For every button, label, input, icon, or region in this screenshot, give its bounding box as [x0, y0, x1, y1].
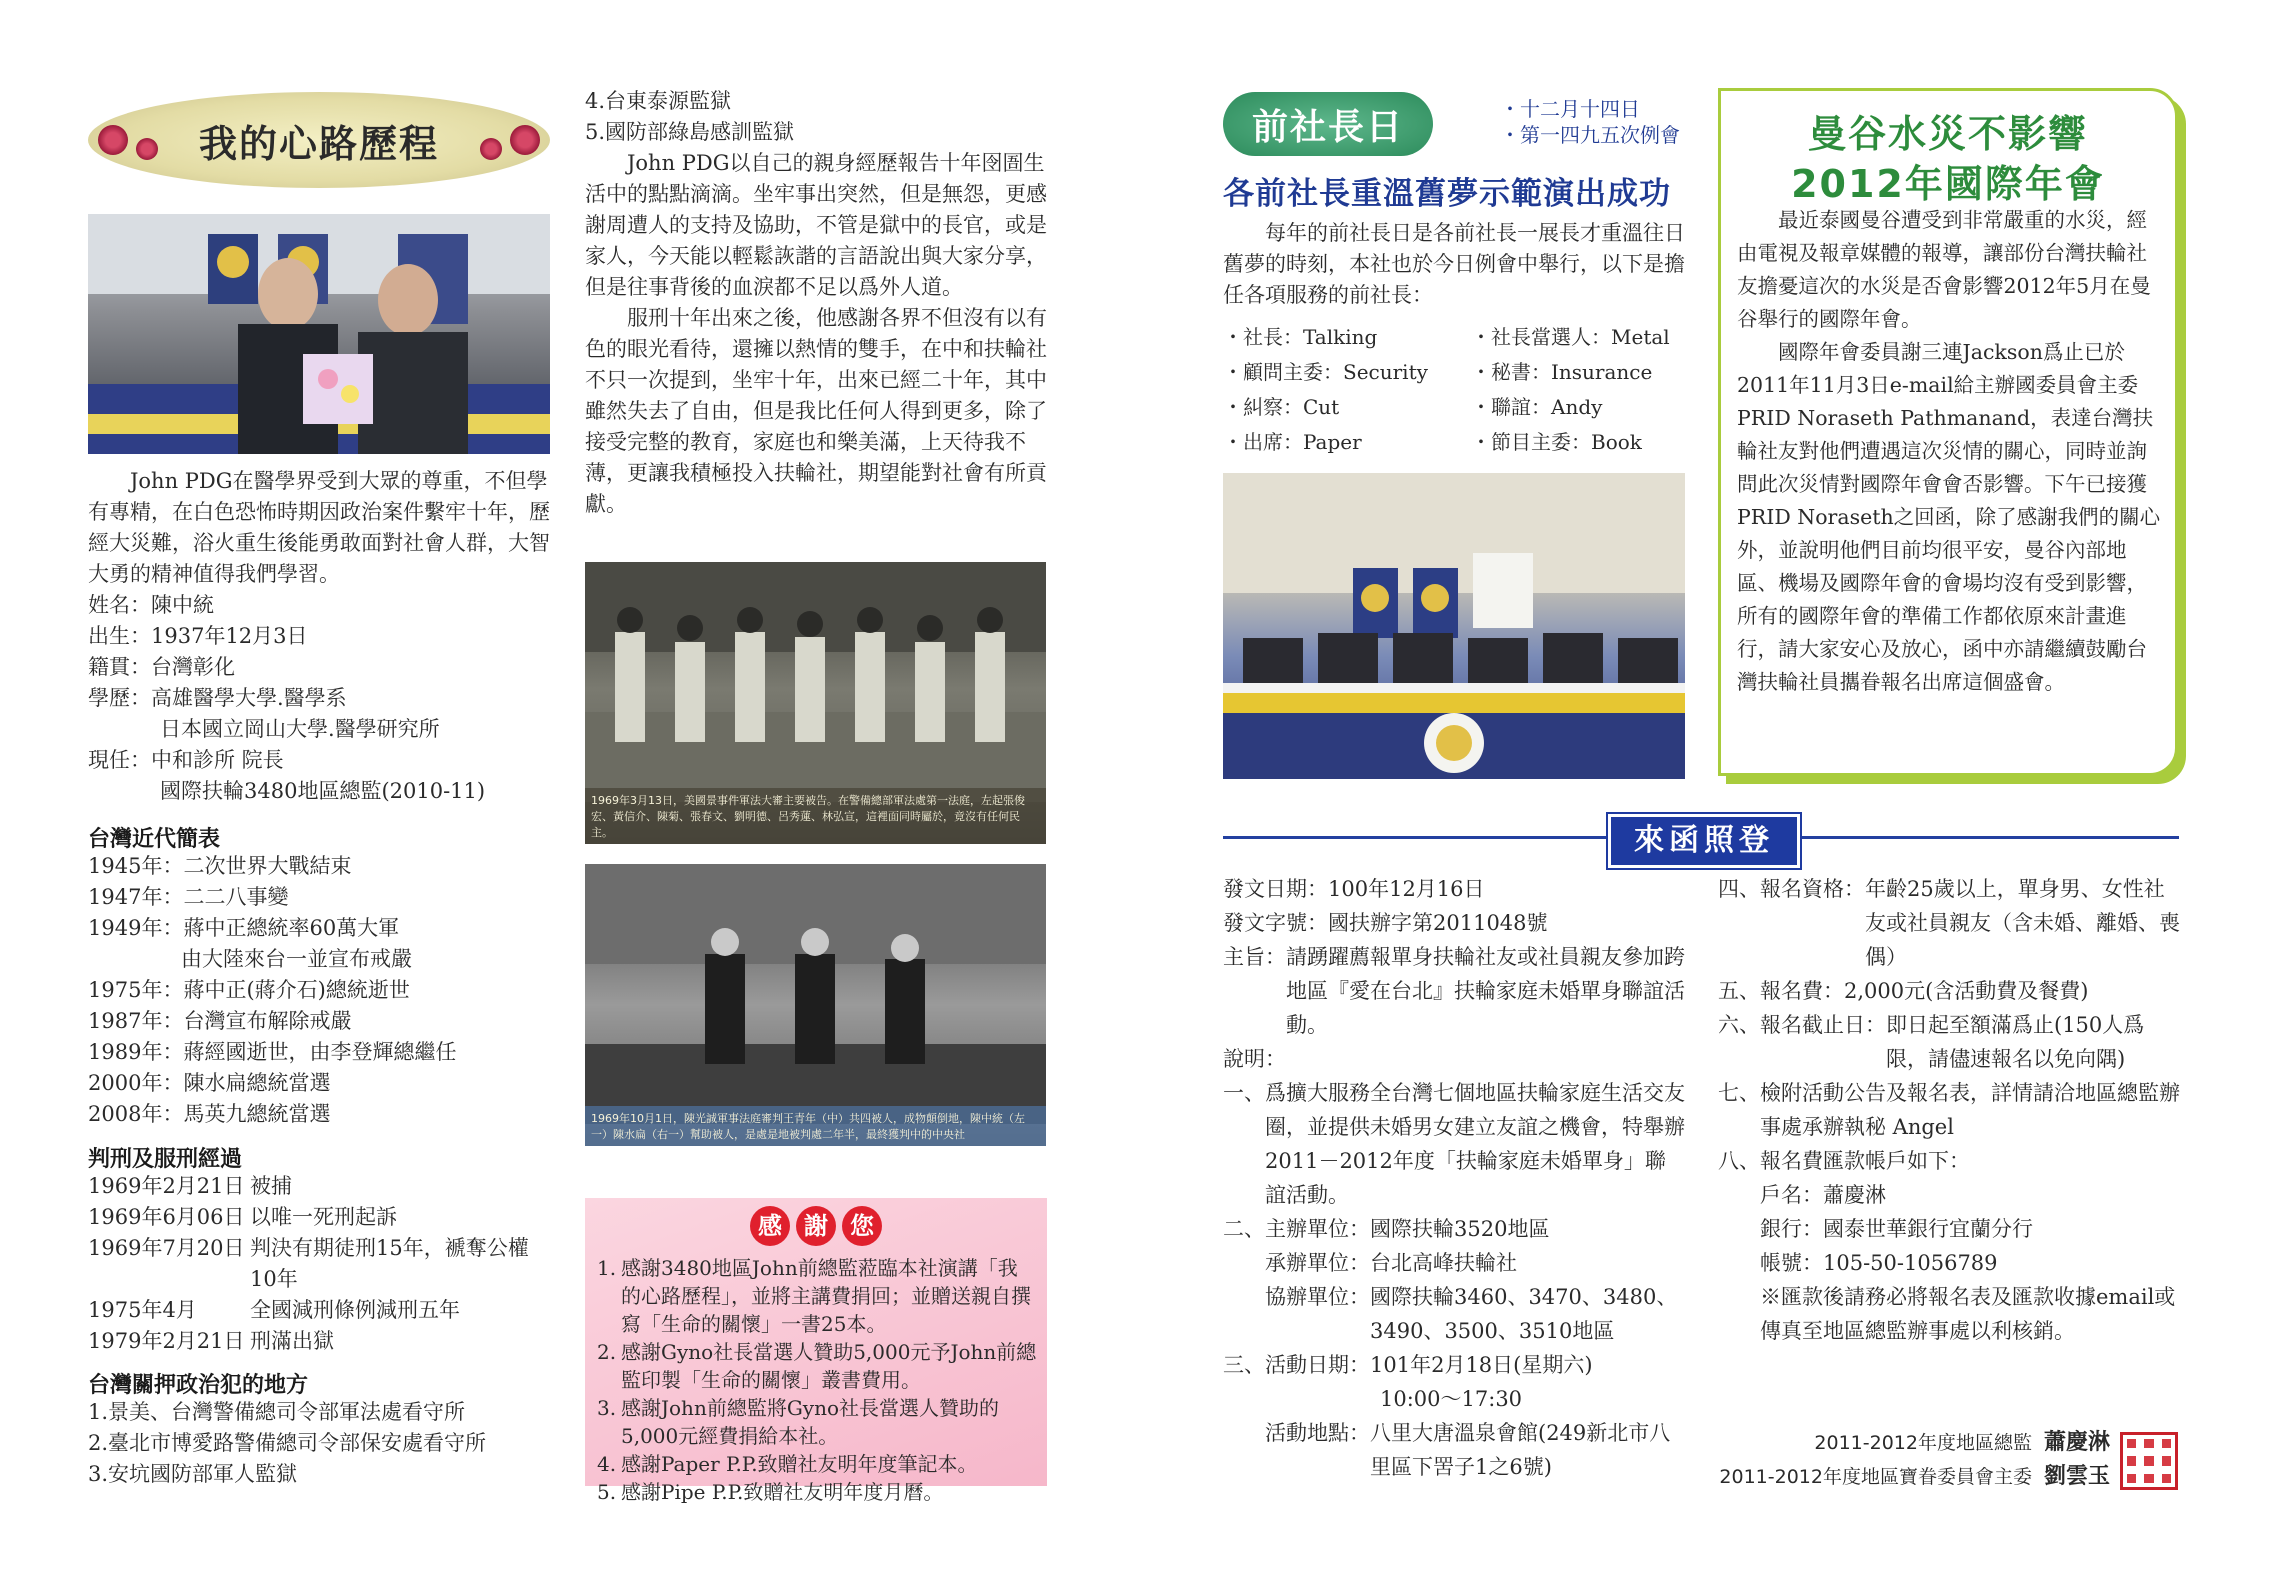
profile-value-cont: 日本國立岡山大學.醫學研究所	[160, 717, 440, 741]
past-president-day-badge	[1223, 92, 1433, 156]
thanks-num: 1.	[597, 1256, 617, 1280]
profile-row	[88, 590, 568, 621]
profile-value: 陳中統	[151, 593, 214, 617]
history-year: 1987年：	[88, 1009, 184, 1033]
profile-key: 籍貫：	[88, 655, 151, 679]
signature-line	[1640, 1460, 2110, 1494]
history-row	[88, 1099, 568, 1130]
thanks-num: 3.	[597, 1396, 617, 1420]
letter-value: 檢附活動公告及報名表，詳情請洽地區總監辦事處承辦執秘 Angel	[1760, 1081, 2180, 1139]
box-title	[1721, 109, 2175, 209]
sentence-row	[88, 1233, 568, 1264]
officer-item: ・節目主委：Book	[1471, 430, 1642, 454]
history-heading: 台灣近代簡表	[88, 827, 221, 852]
sentence-row	[88, 1295, 568, 1326]
signature-role: 2011-2012年度地區寶眷委員會主委	[1719, 1466, 2032, 1488]
history-year: 1975年：	[88, 978, 184, 1002]
sentence-row	[88, 1202, 568, 1233]
profile-key: 現任：	[88, 748, 151, 772]
history-row	[88, 1006, 568, 1037]
history-year: 1989年：	[88, 1040, 184, 1064]
photo-caption: 1969年10月1日，陳光誠軍事法庭審判王青年（中）共四被人，成物顛倒地，陳中統（左一）陳水扁（右一）幫助被人，是處是地被判處二年半，最終獲判中的中央社	[585, 1106, 1046, 1146]
article-title: 我的心路歷程	[198, 121, 439, 166]
letter-key: 四、報名資格：	[1718, 877, 1865, 901]
prison-item: 1.景美、台灣警備總司令部軍法處看守所	[88, 1400, 466, 1424]
signature-line	[1640, 1426, 2110, 1460]
bangkok-convention-box	[1718, 88, 2178, 776]
sentence-date: 1969年6月06日	[88, 1205, 245, 1229]
prison-item: 4.台東泰源監獄	[585, 89, 732, 113]
officer-item: ・出席：Paper	[1223, 430, 1362, 454]
thanks-title-char: 謝	[796, 1206, 836, 1246]
letter-explain: 說明：	[1223, 1047, 1286, 1071]
sentence-row	[88, 1171, 568, 1202]
article-paragraph: 服刑十年出來之後，他感謝各界不但沒有以有色的眼光看待，還擁以熱情的雙手，在中和扶輪社不只一次提到，坐牢十年，出來已經二十年，其中雖然失去了自由，但是我比任何人得到更多，除了接受完整的教育，家庭也和樂美滿，上天待我不薄，更讓我積極投入扶輪社，期望能對社會有所貢獻。	[585, 306, 1047, 516]
letter-docno: 發文字號：國扶辦字第2011048號	[1223, 911, 1548, 935]
intro-text: John PDG在醫學界受到大眾的尊重，不但學有專精，在白色恐怖時期因政治案件繫牢十年，歷經大災難，浴火重生後能勇敢面對社會人群，大智大勇的精神值得我們學習。	[88, 469, 550, 586]
history-year: 2008年：	[88, 1102, 184, 1126]
letter-item: 五、報名費：2,000元(含活動費及餐費)	[1718, 979, 2089, 1003]
prison-item: 2.臺北市博愛路警備總司令部保安處看守所	[88, 1431, 487, 1455]
sentence-event: 刑滿出獄	[250, 1329, 334, 1353]
thanks-item	[597, 1394, 1037, 1450]
profile-value: 中和診所 院長	[151, 748, 284, 772]
thanks-text: 感謝Gyno社長當選人贊助5,000元予John前總監印製「生命的關懷」叢書費用。	[621, 1340, 1037, 1392]
account-bank: 銀行：國泰世華銀行宜蘭分行	[1760, 1217, 2033, 1241]
profile-row	[88, 652, 568, 683]
remittance-note: ※匯款後請務必將報名表及匯款收據email或傳真至地區總監辦事處以利核銷。	[1760, 1285, 2176, 1343]
prison-list	[88, 1397, 568, 1490]
thanks-text: 感謝Pipe P.P.致贈社友明年度月曆。	[621, 1480, 944, 1504]
history-row	[88, 1068, 568, 1099]
signature-role: 2011-2012年度地區總監	[1814, 1432, 2032, 1454]
letter-value: 八里大唐溫泉會館(249新北市八里區下罟子1之6號)	[1370, 1421, 1671, 1479]
letter-item	[1223, 1246, 1685, 1280]
photo-trial	[585, 562, 1046, 844]
flower-icon	[510, 125, 540, 155]
flower-icon	[136, 138, 158, 160]
letter-date: 發文日期：100年12月16日	[1223, 877, 1485, 901]
thanks-item	[597, 1478, 1037, 1506]
sentence-date: 1975年4月	[88, 1298, 197, 1322]
sentence-date: 1979年2月21日	[88, 1329, 245, 1353]
photo-caption: 1969年3月13日，美國景事件軍法大審主要被告。在警備總部軍法處第一法庭，左起張俊宏、黃信介、陳菊、張春文、劉明德、呂秀蓮、林弘宣，這裡面同時屬於，竟沒有任何民主。	[585, 788, 1046, 844]
profile-row	[88, 621, 568, 652]
photo-court	[585, 864, 1046, 1146]
letter-item	[1223, 1280, 1685, 1348]
article-paragraph: John PDG以自己的親身經歷報告十年囹圄生活中的點點滴滴。坐牢事出突然，但是無怨，更感謝周遭人的支持及協助，不管是獄中的長官，或是家人，今天能以輕鬆詼諧的言語說出與大家分享，但是往事背後的血淚都不足以爲外人道。	[585, 151, 1047, 299]
profile-value: 高雄醫學大學.醫學系	[151, 686, 347, 710]
profile-row	[88, 683, 568, 714]
thanks-num: 5.	[597, 1480, 617, 1504]
letter-item	[1223, 1212, 1685, 1246]
sentence-list	[88, 1171, 568, 1357]
profile-key: 學歷：	[88, 686, 151, 710]
letter-item	[1718, 872, 2180, 974]
letter-key: 主旨：	[1223, 945, 1286, 969]
photo-meeting-image	[1223, 473, 1685, 779]
letter-subject	[1223, 940, 1685, 1042]
sentence-date: 1969年7月20日	[88, 1236, 245, 1260]
sentence-event: 被捕	[250, 1174, 292, 1198]
thanks-num: 2.	[597, 1340, 617, 1364]
letter-value: 即日起至額滿爲止(150人爲限，請儘速報名以免向隅)	[1886, 1013, 2145, 1071]
sentence-event: 全國減刑條例減刑五年	[250, 1298, 460, 1322]
flower-icon	[480, 138, 502, 160]
letter-value: 國際扶輪3520地區	[1370, 1217, 1550, 1241]
history-event: 二次世界大戰結束	[183, 854, 352, 878]
history-event: 馬英九總統當選	[183, 1102, 331, 1126]
profile-value-cont: 國際扶輪3480地區總監(2010-11)	[160, 779, 486, 803]
sentence-event-cont: 10年	[250, 1267, 298, 1291]
account-name: 戶名：蕭慶淋	[1760, 1183, 1886, 1207]
history-event: 二二八事變	[183, 885, 289, 909]
profile-row	[88, 745, 568, 776]
history-year: 1947年：	[88, 885, 184, 909]
letter-key: 六、報名截止日：	[1718, 1013, 1886, 1037]
thanks-num: 4.	[597, 1452, 617, 1476]
letter-item	[1718, 1008, 2180, 1076]
box-title-line: 曼谷水災不影響	[1807, 112, 2088, 156]
history-row	[88, 975, 568, 1006]
history-year: 1945年：	[88, 854, 184, 878]
thanks-text: 感謝Paper P.P.致贈社友明年度筆記本。	[621, 1452, 978, 1476]
thanks-list	[597, 1254, 1037, 1506]
article-subheading: 各前社長重溫舊夢示範演出成功	[1223, 176, 1671, 212]
officer-list	[1223, 320, 1691, 460]
col2-text	[585, 86, 1047, 520]
officer-item: ・糾察：Cut	[1223, 395, 1340, 419]
sentence-event: 判決有期徒刑15年，褫奪公權	[250, 1236, 529, 1260]
letter-left	[1223, 872, 1685, 1484]
history-row	[88, 851, 568, 882]
thanks-title	[585, 1206, 1047, 1246]
letter-value: 101年2月18日(星期六)	[1370, 1353, 1593, 1377]
sentence-event: 以唯一死刑起訴	[250, 1205, 397, 1229]
prison-item: 5.國防部綠島感訓監獄	[585, 120, 795, 144]
letter-key: 二、主辦單位：	[1223, 1217, 1370, 1241]
photo-meeting	[1223, 473, 1685, 779]
officer-item: ・聯誼：Andy	[1471, 395, 1603, 419]
thanks-box	[585, 1198, 1047, 1504]
photo-handshake-image	[88, 214, 550, 454]
letter-key: 三、活動日期：	[1223, 1353, 1370, 1377]
letter-value-cont: 10:00～17:30	[1380, 1387, 1523, 1411]
letter-key: 協辦單位：	[1265, 1285, 1370, 1309]
history-event: 陳水扁總統當選	[183, 1071, 331, 1095]
history-event: 蔣中正總統率60萬大軍	[183, 916, 400, 940]
letter-tag-text: 來函照登	[1634, 823, 1774, 858]
letter-value: 年齡25歲以上，單身男、女性社友或社員親友（含未婚、離婚、喪偶）	[1865, 877, 2180, 969]
letter-value: 爲擴大服務全台灣七個地區扶輪家庭生活交友圈，並提供未婚男女建立友誼之機會，特舉辦2011－2012年度「扶輪家庭未婚單身」聯誼活動。	[1265, 1081, 1685, 1207]
history-event-cont: 由大陸來台一並宣布戒嚴	[181, 947, 412, 971]
box-paragraph: 國際年會委員謝三連Jackson爲止已於2011年11月3日e-mail給主辦國委員會主委PRID Noraseth Pathmanand，表達台灣扶輪社友對他們遭遇這次災情的關心，同時並詢問此次災情對國際年會會否影響。下午已接獲PRID Noraseth之回函，除了感謝我們的關心外，並說明他們目前均很平安，曼谷內部地區、機場及國際年會的會場均沒有受到影響，所有的國際年會的準備工作都依原來計畫進行，請大家安心及放心，函中亦請繼續鼓勵台灣扶輪社員攜眷報名出席這個盛會。	[1737, 340, 2161, 694]
letter-key: 一、	[1223, 1081, 1265, 1105]
box-body	[1737, 204, 2163, 699]
letter-item: 八、報名費匯款帳戶如下：	[1718, 1149, 1970, 1173]
signature-block	[1640, 1426, 2110, 1494]
history-event: 蔣中正(蔣介石)總統逝世	[183, 978, 410, 1002]
letter-item	[1718, 1076, 2180, 1144]
meeting-date	[1500, 96, 1680, 148]
history-year: 1949年：	[88, 916, 184, 940]
account-number: 帳號：105-50-1056789	[1760, 1251, 1998, 1275]
thanks-item	[597, 1450, 1037, 1478]
letter-value: 國際扶輪3460、3470、3480、3490、3500、3510地區	[1370, 1285, 1678, 1343]
history-event: 蔣經國逝世，由李登輝總繼任	[183, 1040, 457, 1064]
sentence-date: 1969年2月21日	[88, 1174, 245, 1198]
history-row	[88, 1037, 568, 1068]
letter-value: 台北高峰扶輪社	[1370, 1251, 1517, 1275]
thanks-item	[597, 1338, 1037, 1394]
red-seal-stamp	[2120, 1432, 2178, 1490]
officer-item: ・社長：Talking	[1223, 325, 1378, 349]
officer-item: ・秘書：Insurance	[1471, 360, 1653, 384]
letter-key: 七、	[1718, 1081, 1760, 1105]
letter-section-tag	[1608, 814, 1800, 868]
box-title-line: 2012年國際年會	[1791, 162, 2105, 206]
thanks-title-char: 您	[842, 1206, 882, 1246]
photo-handshake	[88, 214, 550, 454]
past-president-intro	[1223, 218, 1685, 311]
letter-item	[1223, 1348, 1685, 1382]
letter-right	[1718, 872, 2180, 1348]
profile-value: 1937年12月3日	[151, 624, 308, 648]
thanks-item	[597, 1254, 1037, 1338]
signature-name: 蕭慶淋	[2043, 1430, 2110, 1455]
letter-value: 請踴躍薦報單身扶輪社友或社員親友參加跨地區『愛在台北』扶輪家庭未婚單身聯誼活動。	[1286, 945, 1685, 1037]
intro-text: 每年的前社長日是各前社長一展長才重溫往日舊夢的時刻，本社也於今日例會中舉行，以下是擔任各項服務的前社長：	[1223, 221, 1685, 307]
sentence-heading: 判刑及服刑經過	[88, 1147, 243, 1172]
letter-item	[1223, 1416, 1685, 1484]
officer-item: ・顧問主委：Security	[1223, 360, 1428, 384]
title-banner	[88, 92, 550, 188]
prison-item: 3.安坑國防部軍人監獄	[88, 1462, 298, 1486]
thanks-title-char: 感	[750, 1206, 790, 1246]
badge-text: 前社長日	[1251, 106, 1404, 148]
officer-item: ・社長當選人：Metal	[1471, 325, 1670, 349]
history-year: 2000年：	[88, 1071, 184, 1095]
history-row	[88, 913, 568, 944]
prison-heading: 台灣關押政治犯的地方	[88, 1373, 309, 1398]
history-list	[88, 851, 568, 1130]
meeting-number-line: ・第一四九五次例會	[1500, 123, 1680, 147]
letter-key: 活動地點：	[1265, 1421, 1370, 1445]
thanks-text: 感謝John前總監將Gyno社長當選人贊助的5,000元經費捐給本社。	[621, 1396, 1000, 1448]
letter-item	[1223, 1076, 1685, 1212]
letter-key: 承辦單位：	[1265, 1251, 1370, 1275]
intro-paragraph	[88, 466, 550, 590]
flower-icon	[98, 125, 128, 155]
photo-court-image	[585, 864, 1046, 1146]
box-paragraph: 最近泰國曼谷遭受到非常嚴重的水災，經由電視及報章媒體的報導，讓部份台灣扶輪社友擔憂這次的水災是否會影響2012年5月在曼谷舉行的國際年會。	[1737, 208, 2151, 331]
profile-key: 姓名：	[88, 593, 151, 617]
history-event: 台灣宣布解除戒嚴	[183, 1009, 352, 1033]
history-row	[88, 882, 568, 913]
profile-list	[88, 590, 568, 807]
meeting-date-line: ・十二月十四日	[1500, 97, 1640, 121]
thanks-text: 感謝3480地區John前總監蒞臨本社演講「我的心路歷程」，並將主講費捐回；並贈送親自撰寫「生命的關懷」一書25本。	[621, 1256, 1031, 1336]
profile-key: 出生：	[88, 624, 151, 648]
sentence-row	[88, 1326, 568, 1357]
profile-value: 台灣彰化	[151, 655, 235, 679]
signature-name: 劉雲玉	[2043, 1464, 2110, 1489]
